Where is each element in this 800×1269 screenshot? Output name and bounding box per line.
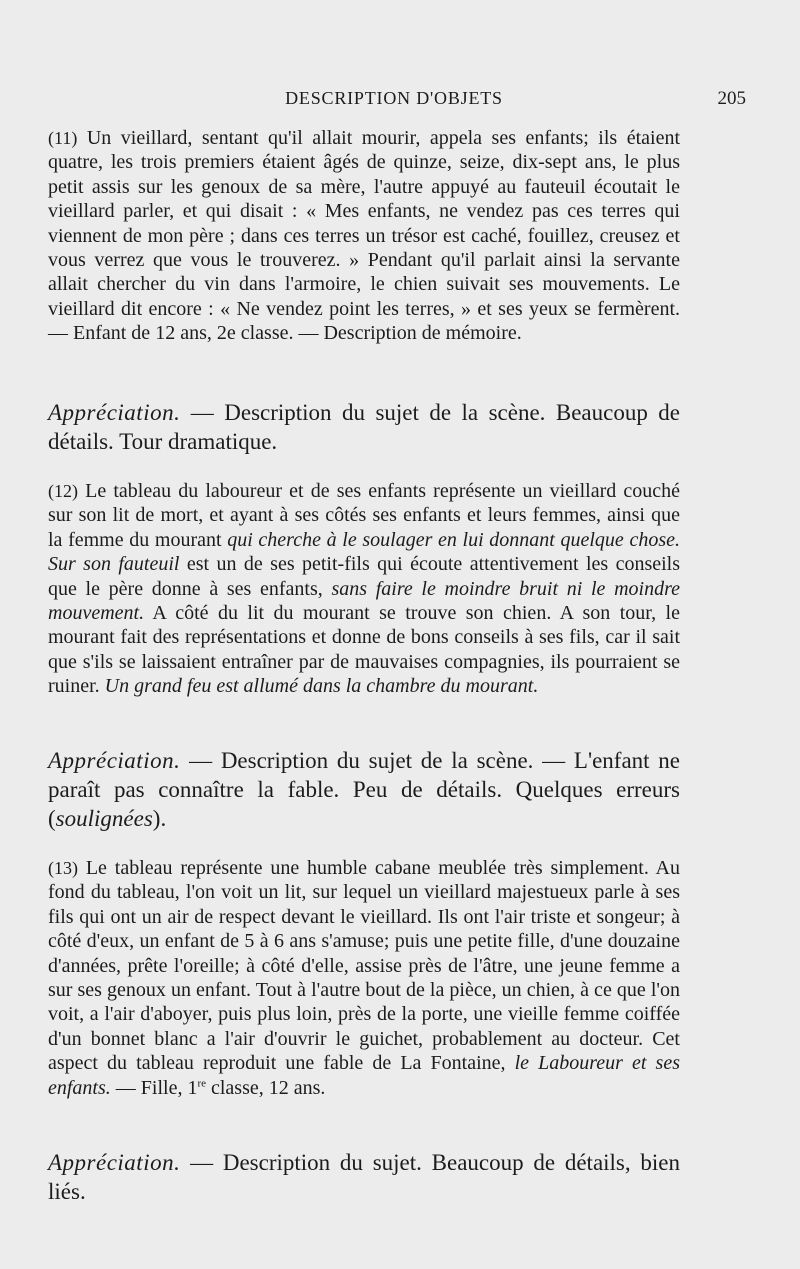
page-header xyxy=(48,86,746,116)
appreciation-text xyxy=(48,1148,680,1206)
underlined-error: Un grand feu est allumé dans la chambre du mourant. xyxy=(104,675,539,698)
appreciation-12 xyxy=(48,746,680,833)
entry-body: Le tableau du laboureur et de ses enfants représente un vieillard couché sur son lit de mort, et ayant à ses côtés ses enfants et leurs femmes, ainsi que la femme du mourant xyxy=(48,480,680,551)
entry-number: (13) xyxy=(48,858,78,878)
entry-body: classe, 12 ans. xyxy=(206,1076,326,1099)
appreciation-text xyxy=(48,746,680,833)
appreciation-italic: soulignées xyxy=(55,806,153,831)
appreciation-label: Appréciation. xyxy=(48,1150,181,1175)
entry-body: A côté du lit du mourant se trouve son chien. A son tour, le mourant fait des représentations et donne de bons conseils à ses fils, car il sait que s'ils se laissaient entraîner par de mauvaises compagnies, ils pourraient se ruiner. xyxy=(48,602,680,698)
entry-body: Le tableau représente une humble cabane meublée très simplement. Au fond du tableau, l'on voit un lit, sur lequel un vieillard majestueux parle à ses fils qui ont un air de respect devant le vieillard. Ils ont l'air triste et songeur; à côté d'eux, un enfant de 5 à 6 ans s'amuse; puis une petite fille, d'une douzaine d'années, prête l'oreille; à côté d'elle, assise près de l'âtre, une jeune femme a sur ses genoux un enfant. Tout à l'autre bout de la pièce, un chien, à ce que l'on voit, a l'air d'aboyer, puis plus loin, près de la porte, une vieille femme coiffée d'un bonnet blanc a l'air d'ouvrir le guichet, probablement au docteur. Cet aspect du tableau reproduit une fable de La Fontaine, xyxy=(48,857,680,1075)
appreciation-11 xyxy=(48,398,680,456)
entry-11 xyxy=(48,126,680,346)
entry-11-text xyxy=(48,126,680,346)
entry-12-text xyxy=(48,479,680,699)
appreciation-body: ). xyxy=(152,806,167,831)
appreciation-body: — Description du sujet de la scène. — L'enfant ne paraît pas connaître la fable. Peu de détails. Quelques erreurs ( xyxy=(48,748,680,831)
underlined-error: sans faire le moindre bruit ni le moindre mouvement. xyxy=(48,577,680,625)
entry-number: (12) xyxy=(48,481,78,501)
entry-13 xyxy=(48,856,680,1100)
appreciation-label: Appréciation. xyxy=(48,400,181,425)
entry-13-text xyxy=(48,856,680,1100)
entry-body: est un de ses petit-fils qui écoute attentivement les conseils que le père donne à ses enfants, xyxy=(48,553,680,600)
ordinal-suffix: re xyxy=(197,1077,206,1089)
entry-12 xyxy=(48,479,680,699)
appreciation-body: — Description du sujet. Beaucoup de détails, bien liés. xyxy=(48,1150,680,1204)
entry-number: (11) xyxy=(48,128,78,148)
appreciation-13 xyxy=(48,1148,680,1206)
underlined-error: qui cherche à le soulager en lui donnant quelque chose. Sur son fauteuil xyxy=(48,528,680,576)
running-title: DESCRIPTION D'OBJETS xyxy=(285,88,503,108)
page-number: 205 xyxy=(717,88,746,109)
appreciation-label: Appréciation. xyxy=(48,748,181,773)
appreciation-text xyxy=(48,398,680,456)
fable-title: le Laboureur et ses enfants. xyxy=(48,1052,680,1099)
entry-body: — Fille, 1 xyxy=(110,1076,198,1099)
entry-body: Un vieillard, sentant qu'il allait mourir, appela ses enfants; ils étaient quatre, les trois premiers étaient âgés de quinze, seize, dix-sept ans, le plus petit assis sur les genoux de sa mère, l'autre appuyé au fauteuil écoutait le vieillard parler, et qui disait : « Mes enfants, ne vendez pas ces terres qui viennent de mon père ; dans ces terres un trésor est caché, fouillez, creusez et vous verrez que vous le trouverez. » Pendant qu'il parlait ainsi la servante allait chercher du vin dans l'armoire, le chien suivait ses mouvements. Le vieillard dit encore : « Ne vendez point les terres, » et ses yeux se fermèrent. — Enfant de 12 ans, 2e classe. — Description de mémoire. xyxy=(48,127,680,345)
appreciation-body: — Description du sujet de la scène. Beaucoup de détails. Tour dramatique. xyxy=(48,400,680,454)
